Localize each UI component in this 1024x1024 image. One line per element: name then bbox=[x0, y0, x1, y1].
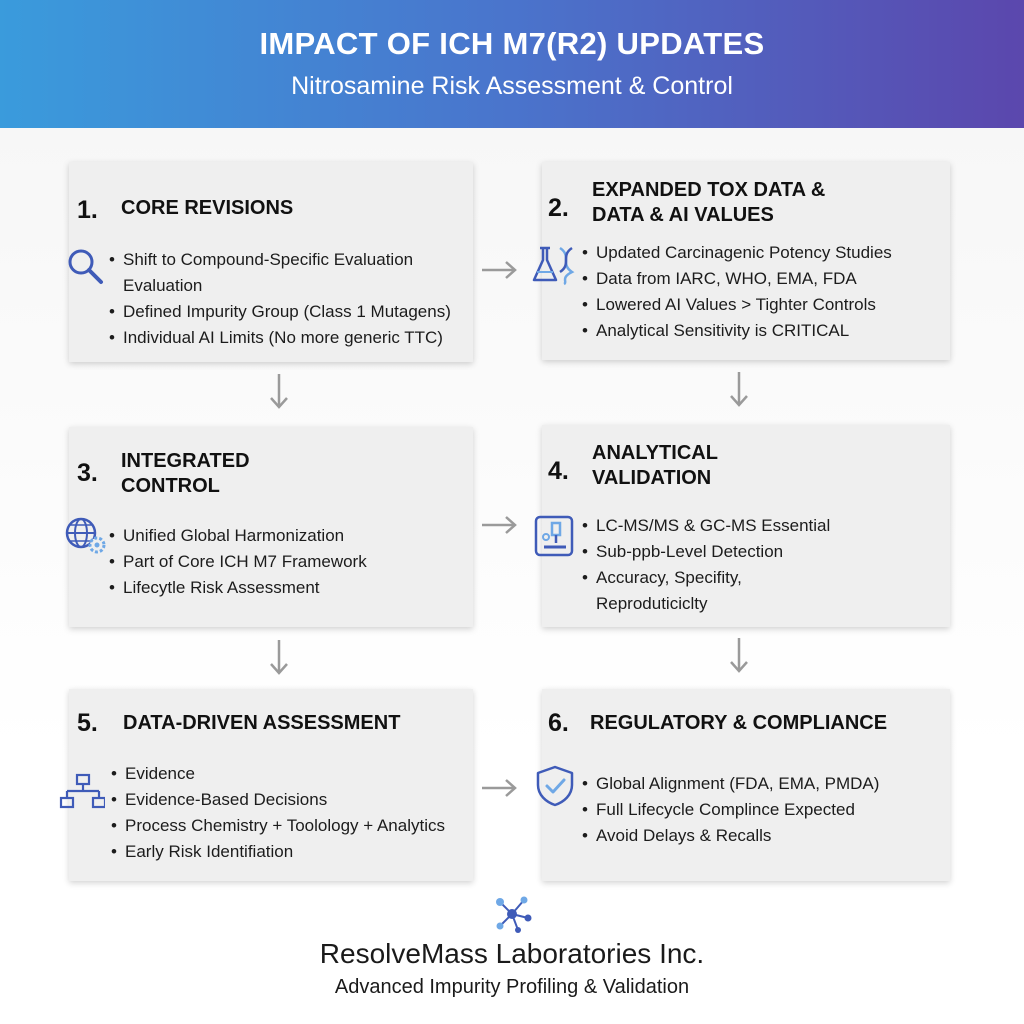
card-title: REGULATORY & COMPLIANCE bbox=[590, 712, 888, 734]
arrow-down-icon bbox=[726, 370, 752, 410]
list-item: • Lowered AI Values > Tighter Controls bbox=[582, 292, 942, 318]
card-core-revisions bbox=[69, 162, 473, 362]
card-regulatory-compliance bbox=[542, 689, 950, 881]
list-item: • Updated Carcinagenic Potency Studies bbox=[582, 240, 942, 266]
bullet-list bbox=[109, 523, 469, 601]
list-item: • Process Chemistry + Toolology + Analytics bbox=[111, 813, 471, 839]
flask-dna-icon bbox=[530, 242, 576, 288]
bullet-list bbox=[582, 771, 942, 849]
list-item: • Part of Core ICH M7 Framework bbox=[109, 549, 469, 575]
list-item: • Data from IARC, WHO, EMA, FDA bbox=[582, 266, 942, 292]
list-item: • Early Risk Identifiation bbox=[111, 839, 471, 865]
card-integrated-control bbox=[69, 427, 473, 627]
hierarchy-icon bbox=[59, 771, 105, 817]
page-subtitle: Nitrosamine Risk Assessment & Control bbox=[291, 72, 733, 100]
magnifier-icon bbox=[63, 244, 109, 290]
card-title: EXPANDED TOX DATA & DATA & AI VALUES bbox=[592, 179, 826, 226]
list-item: • Unified Global Harmonization bbox=[109, 523, 469, 549]
list-item: • Evidence-Based Decisions bbox=[111, 787, 471, 813]
arrow-right-icon bbox=[480, 513, 520, 537]
card-title: CORE REVISIONS bbox=[121, 197, 294, 219]
molecule-network-icon bbox=[488, 890, 536, 938]
list-item: • Evidence bbox=[111, 761, 471, 787]
list-item: • Individual AI Limits (No more generic TTC) bbox=[109, 325, 469, 351]
list-item: • Accuracy, Specifity, Reproduticiclty bbox=[582, 565, 942, 617]
bullet-list bbox=[582, 513, 942, 617]
card-analytical-validation bbox=[542, 425, 950, 627]
card-number: 1. bbox=[77, 196, 98, 224]
list-item: • Full Lifecycle Complince Expected bbox=[582, 797, 942, 823]
arrow-down-icon bbox=[266, 638, 292, 678]
list-item: • Global Alignment (FDA, EMA, PMDA) bbox=[582, 771, 942, 797]
card-title: INTEGRATED CONTROL bbox=[121, 450, 250, 497]
list-item: • LC-MS/MS & GC-MS Essential bbox=[582, 513, 942, 539]
card-number: 2. bbox=[548, 194, 569, 222]
bullet-list bbox=[111, 761, 471, 865]
card-title: DATA-DRIVEN ASSESSMENT bbox=[123, 712, 401, 734]
card-number: 3. bbox=[77, 459, 98, 487]
card-expanded-tox-data bbox=[542, 162, 950, 360]
list-item: • Shift to Compound-Specific Evaluation Evaluation bbox=[109, 247, 469, 299]
bullet-continuation: Evaluation bbox=[123, 276, 203, 295]
list-item: • Avoid Delays & Recalls bbox=[582, 823, 942, 849]
bullet-continuation: Reproduticiclty bbox=[596, 594, 708, 613]
list-item: • Analytical Sensitivity is CRITICAL bbox=[582, 318, 942, 344]
arrow-down-icon bbox=[726, 636, 752, 676]
card-title: ANALYTICAL VALIDATION bbox=[592, 442, 718, 489]
arrow-right-icon bbox=[480, 258, 520, 282]
card-number: 4. bbox=[548, 457, 569, 485]
header-banner bbox=[0, 0, 1024, 128]
card-data-driven-assessment bbox=[69, 689, 473, 881]
list-item: • Defined Impurity Group (Class 1 Mutagens) bbox=[109, 299, 469, 325]
microscope-icon bbox=[532, 513, 578, 559]
page-title: IMPACT OF ICH M7(R2) UPDATES bbox=[259, 26, 765, 61]
card-number: 6. bbox=[548, 709, 569, 737]
shield-check-icon bbox=[532, 763, 578, 809]
bullet-list bbox=[109, 247, 469, 351]
list-item: • Lifecytle Risk Assessment bbox=[109, 575, 469, 601]
list-item: • Sub-ppb-Level Detection bbox=[582, 539, 942, 565]
company-tagline: Advanced Impurity Profiling & Validation bbox=[334, 976, 690, 998]
bullet-list bbox=[582, 240, 942, 344]
arrow-right-icon bbox=[480, 776, 520, 800]
company-name: ResolveMass Laboratories Inc. bbox=[319, 938, 705, 969]
card-number: 5. bbox=[77, 709, 98, 737]
arrow-down-icon bbox=[266, 372, 292, 412]
globe-gear-icon bbox=[63, 513, 109, 559]
